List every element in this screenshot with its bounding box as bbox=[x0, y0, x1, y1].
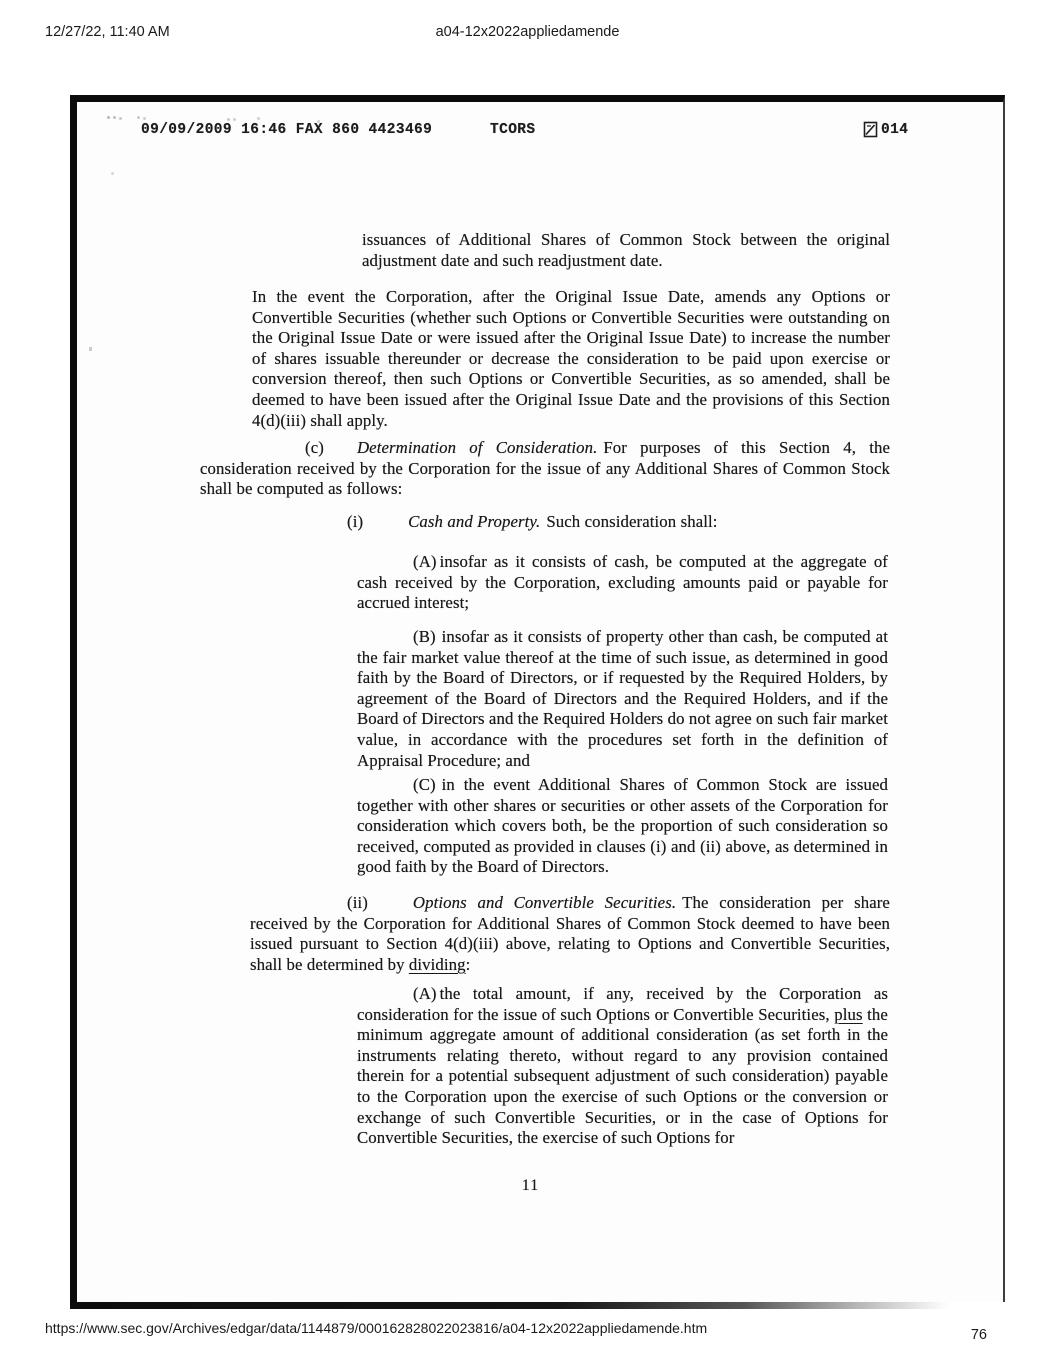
scanned-page-number: 11 bbox=[521, 1177, 540, 1194]
scan-artifact bbox=[89, 347, 92, 351]
scanned-page-content bbox=[77, 102, 1002, 1295]
clause-i-label: (i) bbox=[347, 512, 364, 531]
underlined-word-plus: plus bbox=[834, 1004, 863, 1024]
clause-i-heading: Cash and Property. bbox=[408, 512, 541, 531]
clause-i-C-label: (C) bbox=[413, 775, 436, 794]
scanned-fax-page bbox=[70, 95, 1005, 1302]
clause-ii-A-text: the total amount, if any, received by the Corporation as consideration for the issue of such Options or Convertible Securities, bbox=[357, 984, 888, 1024]
print-footer bbox=[0, 1318, 1055, 1348]
fax-page-number: 014 bbox=[881, 122, 909, 138]
section-c-heading: Determination of Consideration. bbox=[356, 438, 598, 457]
clause-i-text: Such consideration shall: bbox=[546, 512, 718, 531]
clause-ii-A-text-after: the minimum aggregate amount of additional consideration (as set forth in the instruments relating thereto, without regard to any provision contained therein for a potential subsequent adjustment of such consideration) payable to the Corporation upon the exercise of such Options or the conversion or exchange of such Convertible Securities, or in the case of Options for Convertible Securities, the exercise of such Options for bbox=[357, 1004, 888, 1148]
clause-ii-text-after: : bbox=[465, 954, 471, 974]
clause-ii-A-paragraph bbox=[357, 984, 888, 1149]
section-c-paragraph bbox=[200, 438, 890, 500]
clause-i-C-text: in the event Additional Shares of Common Stock are issued together with other shares or securities or other assets of the Corporation for consideration which covers both, be the proportion of such consideration so received, computed as provided in clauses (i) and (ii) above, as determined in good faith by the Board of Directors. bbox=[357, 775, 888, 877]
clause-i-A-text: insofar as it consists of cash, be computed at the aggregate of cash received by the Corporation, excluding amounts paid or payable for accrued interest; bbox=[357, 552, 888, 613]
underlined-word-dividing: dividing bbox=[408, 954, 466, 974]
clause-ii-text: The consideration per share received by the Corporation for Additional Shares of Common Stock deemed to have been issued pursuant to Section 4(d)(iii) above, relating to Options and Convertible Securities, shall be determined by bbox=[250, 893, 890, 974]
fax-sheet-icon bbox=[863, 121, 878, 138]
clause-ii-heading: Options and Convertible Securities. bbox=[412, 893, 677, 912]
fax-page-indicator bbox=[863, 122, 908, 138]
clause-ii-A-label: (A) bbox=[413, 984, 437, 1003]
scan-bottom-edge bbox=[70, 1302, 1005, 1309]
clause-i-A-paragraph bbox=[357, 552, 888, 614]
clause-i-A-label: (A) bbox=[413, 552, 437, 571]
clause-i-C-paragraph bbox=[357, 775, 888, 878]
clause-i-heading-line bbox=[347, 512, 907, 533]
print-doc-title: a04-12x2022appliedamende bbox=[435, 24, 620, 40]
clause-ii-paragraph bbox=[250, 893, 890, 975]
print-source-url: https://www.sec.gov/Archives/edgar/data/1144879/000162828022023816/a04-12x2022appliedamende.htm bbox=[45, 1320, 708, 1336]
clause-i-B-text: insofar as it consists of property other than cash, be computed at the fair market value thereof at the time of such issue, as determined in good faith by the Board of Directors, or if requested by the Required Holders, by agreement of the Board of Directors and the Required Holders, and if the Board of Directors and the Required Holders do not agree on such fair market value, in accordance with the procedures set forth in the definition of Appraisal Procedure; and bbox=[357, 627, 888, 770]
clause-ii-label: (ii) bbox=[347, 893, 368, 912]
section-c-label: (c) bbox=[305, 438, 324, 457]
fax-timestamp: 09/09/2009 16:46 FAX 860 4423469 bbox=[141, 122, 433, 138]
scan-artifact bbox=[107, 116, 110, 119]
fax-station-id: TCORS bbox=[490, 122, 536, 138]
print-page-number: 76 bbox=[970, 1327, 987, 1343]
amendment-paragraph: In the event the Corporation, after the Original Issue Date, amends any Options or Convertible Securities (whether such Options or Convertible Securities were outstanding on the Original Issue Date or were issued after the Original Issue Date) to increase the number of shares issuable thereunder or decrease the consideration to be paid upon exercise or conversion thereof, then such Options or Convertible Securities, as so amended, shall be deemed to have been issued after the Original Issue Date and the provisions of this Section 4(d)(iii) shall apply. bbox=[252, 287, 890, 430]
print-header bbox=[0, 24, 1055, 44]
section-c-text: For purposes of this Section 4, the consideration received by the Corporation for the issue of any Additional Shares of Common Stock shall be computed as follows: bbox=[200, 438, 890, 499]
intro-clause: issuances of Additional Shares of Common Stock between the original adjustment date and such readjustment date. bbox=[362, 230, 890, 270]
fax-header-row bbox=[77, 122, 1002, 142]
clause-i-B-label: (B) bbox=[413, 627, 436, 646]
print-datetime: 12/27/22, 11:40 AM bbox=[45, 24, 170, 40]
clause-i-B-paragraph bbox=[357, 627, 888, 771]
